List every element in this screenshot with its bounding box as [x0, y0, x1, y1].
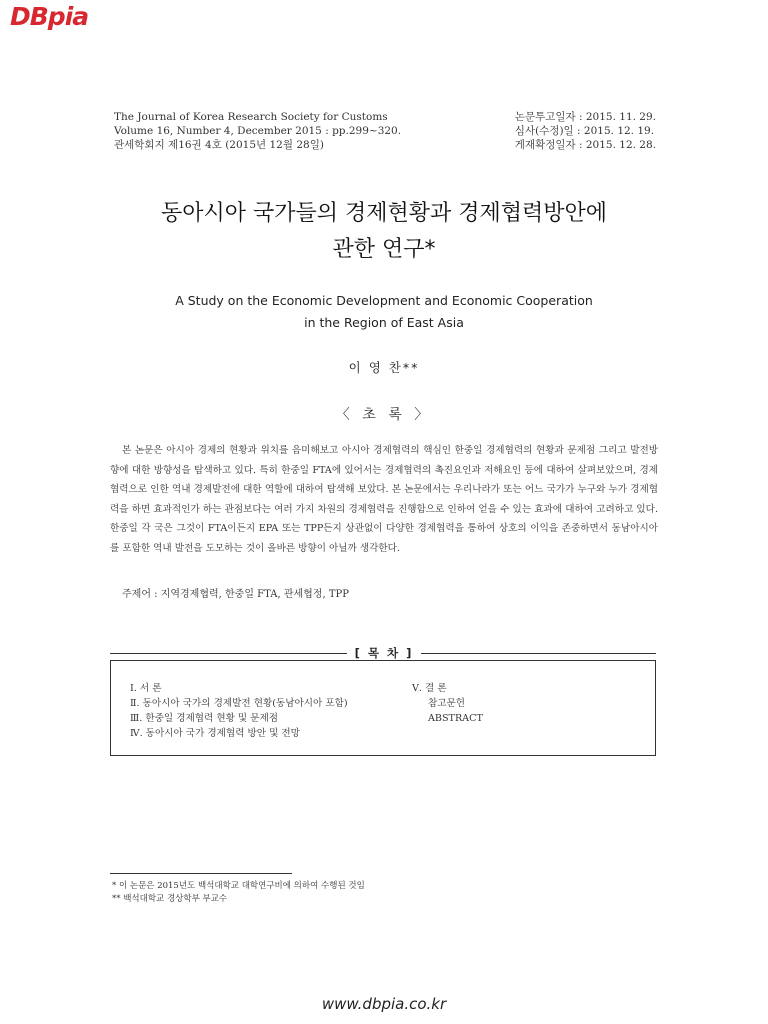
toc-left-column: [130, 681, 348, 741]
journal-name: The Journal of Korea Research Society for Customs: [114, 111, 388, 123]
author: 이 영 찬**: [348, 360, 420, 375]
toc-item: Ⅲ. 한중일 경제협력 현황 및 문제점: [130, 713, 279, 724]
revised-date: 심사(수정)일 : 2015. 12. 19.: [514, 125, 655, 137]
journal-info: [114, 110, 401, 152]
accepted-date: 게재확정일자 : 2015. 12. 28.: [514, 139, 656, 151]
footer-url[interactable]: www.dbpia.co.kr: [321, 995, 447, 1013]
english-title: [0, 290, 768, 334]
submission-dates: [515, 110, 656, 152]
journal-volume: Volume 16, Number 4, December 2015 : pp.299~320.: [114, 125, 402, 137]
korean-title: [0, 196, 768, 268]
korean-title-line1: 동아시아 국가들의 경제현황과 경제협력방안에: [160, 201, 608, 226]
toc-item: Ⅴ. 결 론: [412, 683, 447, 694]
submitted-date: 논문투고일자 : 2015. 11. 29.: [514, 111, 656, 123]
toc-heading-label: [ 목 차 ]: [347, 646, 422, 660]
toc-item: ABSTRACT: [428, 713, 483, 724]
toc-right-column: [412, 681, 483, 726]
journal-korean: 관세학회지 제16권 4호 (2015년 12월 28일): [114, 139, 324, 151]
toc-item: Ⅰ. 서 론: [130, 683, 162, 694]
footnotes: [112, 880, 365, 906]
keywords: 주제어 : 지역경제협력, 한중일 FTA, 관세협정, TPP: [122, 589, 349, 600]
footnote-2: ** 백석대학교 경상학부 부교수: [112, 894, 228, 904]
abstract-body: [110, 441, 658, 559]
toc-item: Ⅱ. 동아시아 국가의 경제발전 현황(동남아시아 포함): [130, 698, 348, 709]
english-title-line2: in the Region of East Asia: [304, 315, 464, 330]
english-title-line1: A Study on the Economic Development and Economic Cooperation: [175, 293, 593, 308]
abstract-heading: 〈 초 록 〉: [335, 407, 433, 423]
dbpia-logo[interactable]: DBpia: [10, 2, 89, 31]
korean-title-line2: 관한 연구*: [332, 237, 436, 262]
footnote-rule: [110, 873, 292, 874]
toc-item: Ⅳ. 동아시아 국가 경제협력 방안 및 전망: [130, 728, 300, 739]
toc-item: 참고문헌: [428, 698, 466, 709]
abstract-text: 본 논문은 아시아 경제의 현황과 위치를 음미해보고 아시아 경제협력의 핵심인 한중일 경제협력의 현황과 문제점 그리고 발전방향에 대한 방향성을 탐색하고 있다. 특히 한중일 FTA에 있어서는 경제협력의 촉진요인과 저해요인 등에 대하여 살펴보았으며, 경제협력으로 인한 역내 경제발전에 대한 역할에 대하여 탐색해 보았다. 본 논문에서는 우리나라가 또는 어느 국가가 누구와 누가 경제협력을 하면 효과적인가 하는 관점보다는 여러 가지 차원의 경제협력을 진행함으로 인하여 얻을 수 있는 효과에 대하여 고려하고 있다. 한중일 각 국은 그것이 FTA이든지 EPA 또는 TPP든지 상관없이 다양한 경제협력을 통하여 상호의 이익을 존중하면서 동남아시아를 포함한 역내 발전을 도모하는 것이 올바른 방향이 아닐까 생각한다.: [110, 445, 658, 554]
toc-heading: [0, 645, 768, 661]
table-of-contents: [110, 660, 656, 756]
footnote-1: * 이 논문은 2015년도 백석대학교 대학연구비에 의하여 수행된 것임: [112, 881, 365, 891]
